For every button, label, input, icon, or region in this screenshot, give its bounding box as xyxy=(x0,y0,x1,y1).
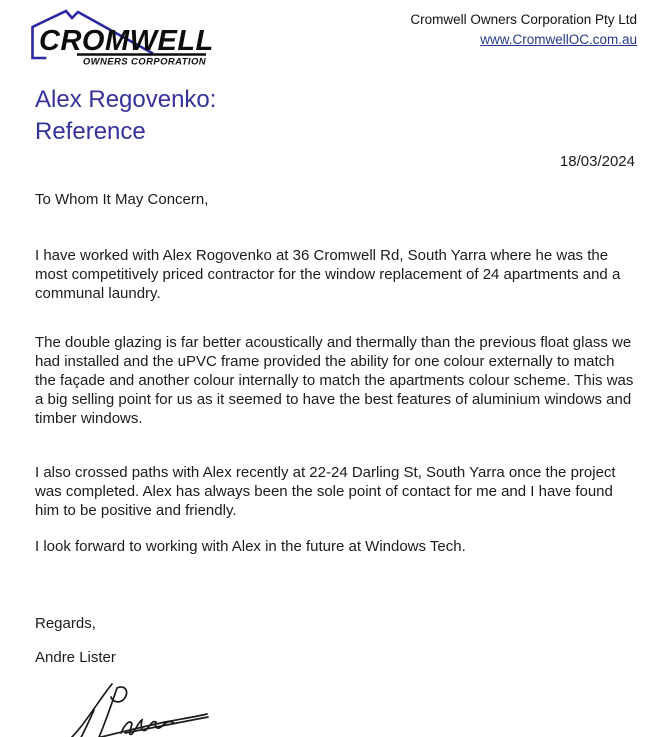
cromwell-house-logo-icon xyxy=(30,8,220,68)
paragraph-3: I also crossed paths with Alex recently at 22-24 Darling St, South Yarra once the project was completed. Alex has always been the sole point of contact for me and I have found him to be positive and friendly. xyxy=(35,464,616,520)
logo-brand-text: CROMWELL xyxy=(39,25,214,57)
letter-title-line2: Reference xyxy=(35,117,146,145)
salutation: To Whom It May Concern, xyxy=(35,191,209,209)
letter-title-line1: Alex Regovenko: xyxy=(35,86,217,113)
signature-block xyxy=(33,680,635,737)
letter-body xyxy=(0,84,667,737)
handwritten-signature-icon xyxy=(33,680,211,737)
paragraph-2: The double glazing is far better acoustically and thermally than the previous float glass we had installed and the uPVC frame provided the ability for one colour externally to match the façade and another colour internally to match the apartments colour scheme. This was a big selling point for us as it seemed to have the best features of aluminium windows and timber windows. xyxy=(35,334,634,428)
logo-tagline-text: OWNERS CORPORATION xyxy=(82,56,206,68)
letter-date: 18/03/2024 xyxy=(559,153,635,171)
letter-header xyxy=(0,0,667,68)
cromwell-logo xyxy=(30,8,220,68)
letter-title xyxy=(35,84,635,147)
signatory-name: Andre Lister xyxy=(35,649,116,667)
paragraph-4: I look forward to working with Alex in the future at Windows Tech. xyxy=(35,538,466,556)
company-contact-block xyxy=(410,8,637,49)
company-website-link[interactable]: www.CromwellOC.com.au xyxy=(480,31,637,47)
company-name: Cromwell Owners Corporation Pty Ltd xyxy=(410,12,637,27)
paragraph-1: I have worked with Alex Rogovenko at 36 Cromwell Rd, South Yarra where he was the most competitively priced contractor for the window replacement of 24 apartments and a communal laundry. xyxy=(35,247,621,303)
closing-phrase: Regards, xyxy=(35,615,96,633)
